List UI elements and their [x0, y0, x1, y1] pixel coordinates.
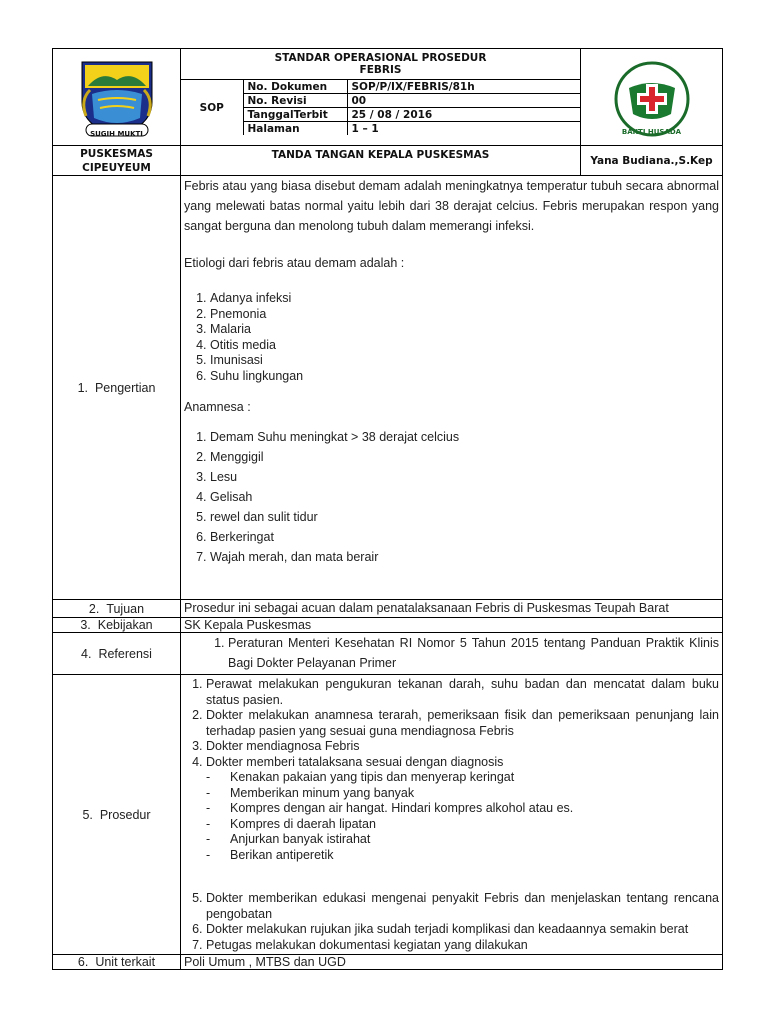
list-item: 1. Peraturan Menteri Kesehatan RI Nomor 5 Tahun 2015 tentang Panduan Praktik Klinis Bagi Dokter Pelayanan Primer — [228, 633, 719, 673]
doc-title: STANDAR OPERASIONAL PROSEDUR — [274, 52, 487, 64]
etiologi-list — [184, 291, 719, 384]
list-item: 5. Dokter memberikan edukasi mengenai penyakit Febris dan menjelaskan tentang rencana pengobatan — [206, 891, 719, 922]
list-item: 6. Suhu lingkungan — [210, 369, 719, 385]
section-label-prosedur — [53, 675, 181, 955]
list-item: 2. Dokter melakukan anamnesa terarah, pemeriksaan fisik dan pemeriksaan penunjang lain terhadap pasien yang sesuai guna mendiagnosa Febris — [206, 708, 719, 739]
etiologi-heading: Etiologi dari febris atau demam adalah : — [184, 256, 405, 270]
section-label-tujuan — [53, 600, 181, 618]
meta-value: 1 – 1 — [347, 122, 580, 136]
section-name: Tujuan — [106, 601, 145, 616]
list-item: - Anjurkan banyak istirahat — [206, 832, 719, 848]
kebijakan-text: SK Kepala Puskesmas — [181, 618, 723, 633]
meta-label: TanggalTerbit — [243, 108, 347, 122]
list-item: 2. Menggigil — [210, 447, 719, 467]
section-name: Kebijakan — [97, 618, 153, 632]
list-item: 3. Dokter mendiagnosa Febris — [206, 739, 719, 755]
org-name-line2: CIPEUYEUM — [82, 161, 151, 174]
section-label-unit — [53, 955, 181, 970]
referensi-list — [184, 633, 719, 673]
meta-value: 25 / 08 / 2016 — [347, 108, 580, 122]
sop-table — [52, 48, 723, 970]
section-number: 3. — [80, 618, 91, 632]
list-item: 3. Malaria — [210, 322, 719, 338]
list-item: 6. Berkeringat — [210, 527, 719, 547]
section-name: Unit terkait — [95, 955, 156, 969]
list-item: 3. Lesu — [210, 467, 719, 487]
list-item: 6. Dokter melakukan rujukan jika sudah terjadi komplikasi dan keadaannya semakin berat — [206, 922, 719, 938]
list-item: - Memberikan minum yang banyak — [206, 786, 719, 802]
tatalaksana-sublist — [184, 770, 719, 863]
list-item: 1. Perawat melakukan pengukuran tekanan darah, suhu badan dan mencatat dalam buku status pasien. — [206, 677, 719, 708]
anamnesa-list — [184, 427, 719, 567]
logo-ribbon-text: SUGIH MUKTI — [90, 130, 143, 138]
signature-label: TANDA TANGAN KEPALA PUSKESMAS — [181, 146, 581, 176]
list-item: - Kompres di daerah lipatan — [206, 817, 719, 833]
list-item: - Berikan antiperetik — [206, 848, 719, 864]
section-label-pengertian — [53, 176, 181, 600]
org-cell — [53, 146, 181, 176]
meta-label: No. Revisi — [243, 94, 347, 108]
meta-label: Halaman — [243, 122, 347, 136]
section-name: Pengertian — [94, 380, 156, 395]
pengertian-content — [181, 176, 723, 600]
head-name: Yana Budiana.,S.Kep — [581, 146, 723, 176]
section-name: Prosedur — [99, 807, 151, 822]
section-name: Referensi — [98, 646, 152, 661]
section-label-referensi — [53, 633, 181, 675]
sop-document — [52, 48, 722, 970]
referensi-content — [181, 633, 723, 675]
prosedur-steps-cont — [184, 891, 719, 953]
section-number: 4. — [81, 646, 92, 661]
list-item: - Kompres dengan air hangat. Hindari kompres alkohol atau es. — [206, 801, 719, 817]
section-number: 2. — [88, 601, 100, 616]
list-item: 4. Gelisah — [210, 487, 719, 507]
doc-subtitle: FEBRIS — [359, 64, 402, 76]
list-item: 1. Adanya infeksi — [210, 291, 719, 307]
prosedur-content — [181, 675, 723, 955]
pengertian-intro: Febris atau yang biasa disebut demam adalah meningkatnya temperatur tubuh secara abnormal yang melewati batas normal yaitu lebih dari 38 derajat celcius. Febris merupakan respon yang sangat berguna dan menolong tubuh dalam memerangi infeksi. — [184, 179, 719, 233]
meta-value: SOP/P/IX/FEBRIS/81h — [347, 80, 580, 94]
bakti-husada-logo-cell — [581, 49, 723, 146]
list-item: - Kenakan pakaian yang tipis dan menyerap keringat — [206, 770, 719, 786]
sop-label: SOP — [181, 80, 243, 136]
unit-text: Poli Umum , MTBS dan UGD — [181, 955, 723, 970]
meta-label: No. Dokumen — [243, 80, 347, 94]
section-label-kebijakan — [53, 618, 181, 633]
prosedur-steps — [184, 677, 719, 770]
list-item: 1. Demam Suhu meningkat > 38 derajat celcius — [210, 427, 719, 447]
logo-ring-text: BAKTI HUSADA — [621, 128, 682, 136]
anamnesa-heading: Anamnesa : — [184, 400, 251, 414]
kabupaten-logo — [74, 56, 160, 140]
list-item: 5. rewel dan sulit tidur — [210, 507, 719, 527]
tujuan-text: Prosedur ini sebagai acuan dalam penatalaksanaan Febris di Puskesmas Teupah Barat — [181, 600, 723, 618]
list-item: 5. Imunisasi — [210, 353, 719, 369]
section-number: 1. — [77, 380, 88, 395]
list-item: 4. Otitis media — [210, 338, 719, 354]
org-name-line1: PUSKESMAS — [80, 147, 153, 160]
section-number: 5. — [82, 807, 93, 822]
list-item: 7. Wajah merah, dan mata berair — [210, 547, 719, 567]
section-number: 6. — [77, 955, 89, 969]
title-cell — [181, 49, 581, 146]
list-item: 7. Petugas melakukan dokumentasi kegiatan yang dilakukan — [206, 938, 719, 954]
meta-value: 00 — [347, 94, 580, 108]
kabupaten-logo-cell — [53, 49, 181, 146]
list-item: 2. Pnemonia — [210, 307, 719, 323]
list-item: 4. Dokter memberi tatalaksana sesuai dengan diagnosis — [206, 755, 719, 771]
